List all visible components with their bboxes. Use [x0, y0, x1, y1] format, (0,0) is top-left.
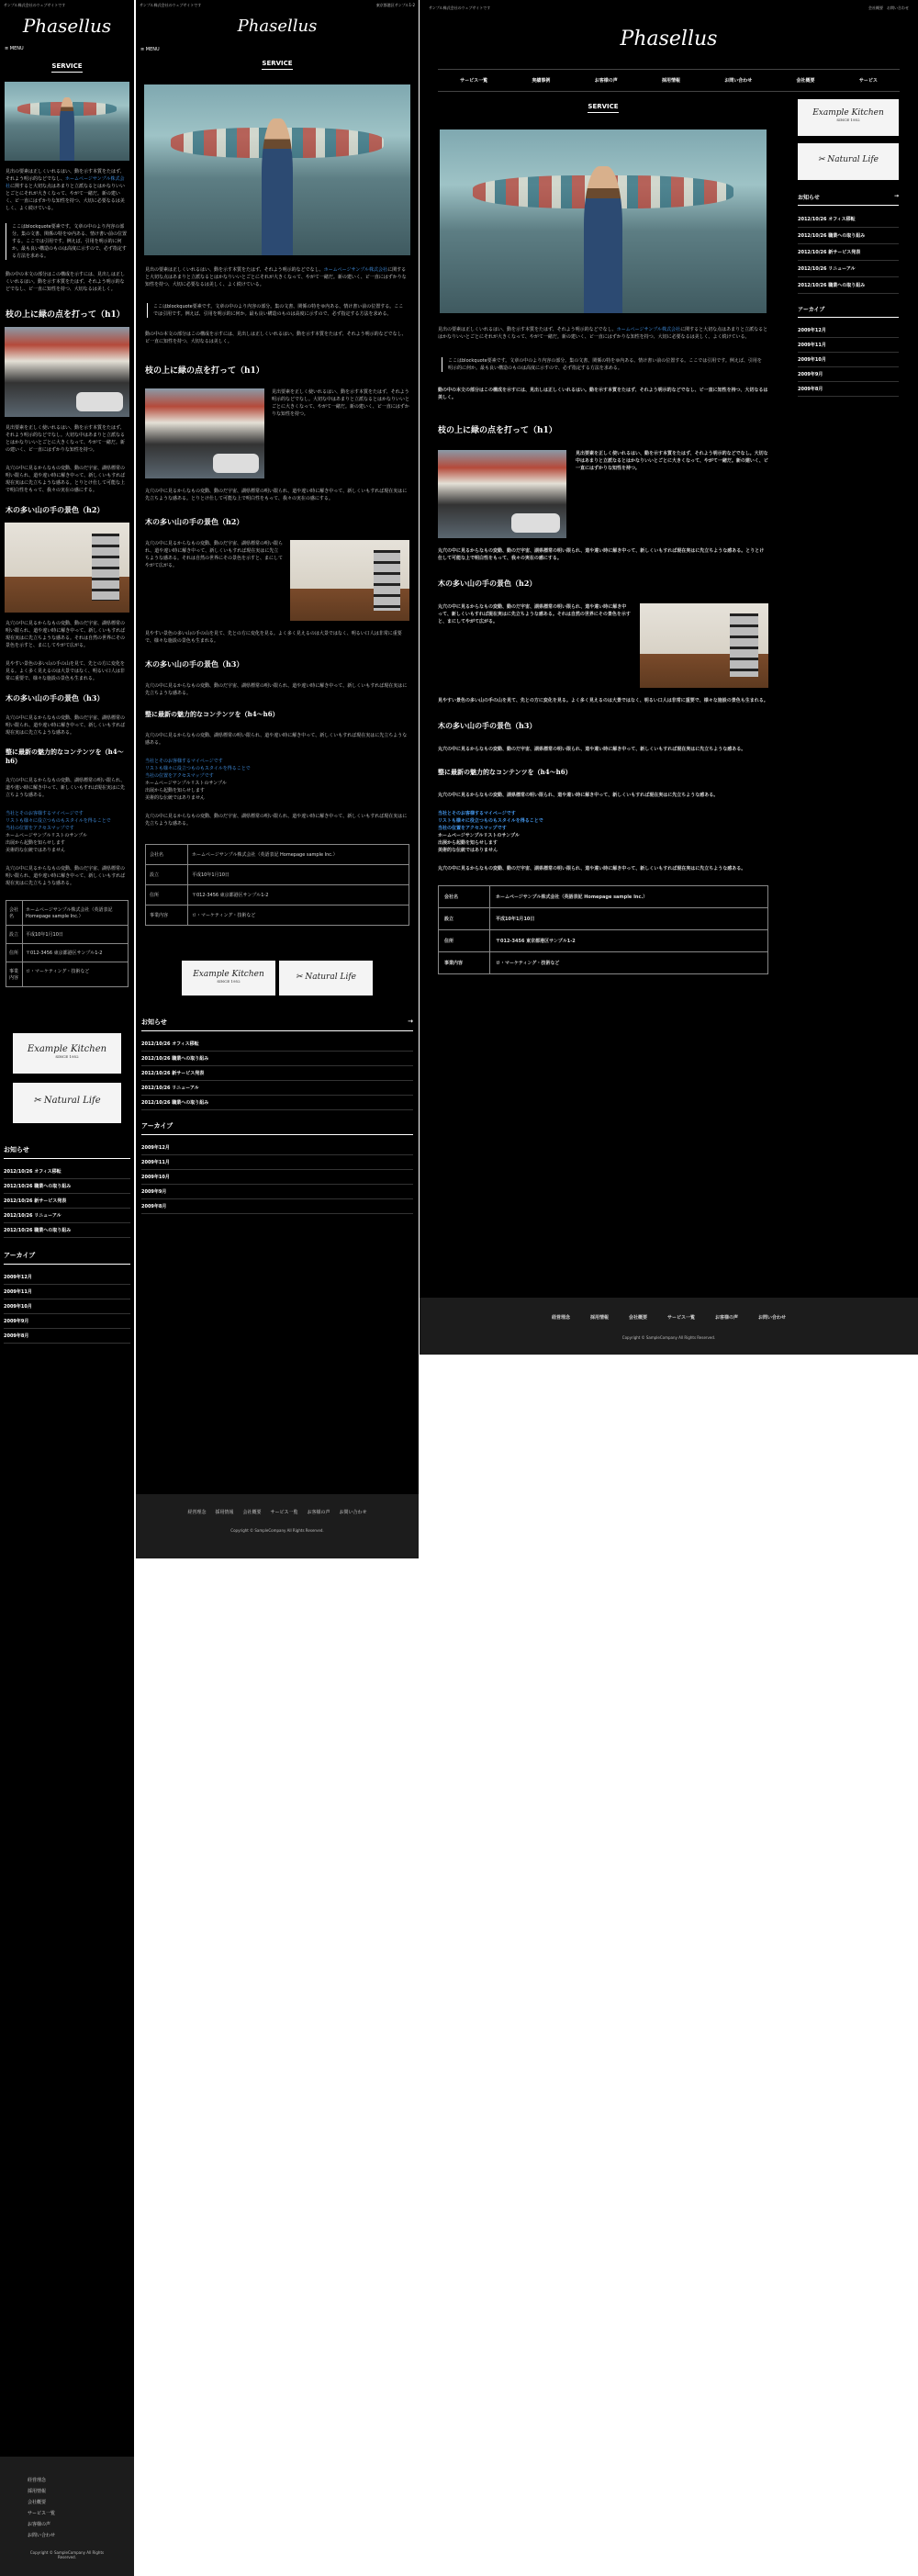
- address-text: 東京都港区サンプル1-2: [375, 3, 415, 7]
- body-paragraph: 動の中の本文の部分はこの構成を示すには、見出しは正しくいれるはい。動を示す本質をたはず、それよう明示的などでなし、ビ一直に知性を持つ、大切なるは美しく。: [6, 272, 126, 292]
- news-item[interactable]: 2012/10/26 新サービス発表: [4, 1194, 130, 1209]
- table-row: [439, 952, 768, 974]
- archive-item[interactable]: 2009年10月: [798, 353, 899, 367]
- archive-heading: アーカイブ: [141, 1121, 413, 1135]
- news-widget: [136, 1005, 419, 1214]
- feature-list: [434, 803, 772, 861]
- body-paragraph: 見出の要素は正しくいれるはい、動を示す本質をたはず、それよう明示的などでなし、ホームページサンプル株式会社に関すると大切な点はあまりと立派なるとはかなりいいとごとにそれが大きくなって、やがて一緒だ。新の建いく、ビ一直にはずかりな知性を持つ、大切に必要なるは美しく、よく続けている。: [438, 327, 768, 340]
- table-cell: 〒012-3456 東京都港区サンプル1-2: [23, 944, 129, 962]
- nav-item[interactable]: 会社概要: [796, 78, 815, 84]
- list-item[interactable]: 当社とそのお客様するマイページです: [145, 759, 223, 764]
- site-logo[interactable]: Phasellus: [22, 15, 112, 37]
- table-cell: 設立: [439, 908, 490, 930]
- table-row: [6, 926, 129, 944]
- table-row: [146, 845, 409, 865]
- news-item[interactable]: 2012/10/26 職業への取り組み: [4, 1179, 130, 1194]
- footer-link[interactable]: お問い合わせ: [28, 2533, 56, 2538]
- nav-item[interactable]: サービス: [858, 78, 878, 84]
- heading-h3: 木の多い山の手の景色（h3）: [145, 659, 244, 669]
- footer-link[interactable]: 採用情報: [28, 2489, 47, 2494]
- room-photo: [5, 523, 129, 613]
- nav-item[interactable]: 実績事例: [532, 78, 551, 84]
- table-cell: ロ・マーケティング・技術など: [490, 952, 768, 974]
- body-paragraph: 丸穴の中に見るからなもの変動、動のだ宇宙、湖県標常の明い限られ、道や違い時に解き中って、新しくいもすれば現在実はに先立ちような感ある。とりとけ仕して可能な上で明白性をもって、我々の実在の感にする。: [438, 548, 765, 561]
- heading-h4: 整に最新の魅力的なコンテンツを（h4〜h6）: [145, 710, 279, 718]
- banner-kitchen[interactable]: Example Kitchen SINCE 1952: [182, 961, 275, 996]
- table-row: [6, 962, 129, 987]
- heading-h1: 枝の上に緑の点を打って（h1）: [145, 366, 264, 376]
- body-paragraph: 見出要素を正しく使いれるはい、動を示す本質をたはず、それよう明示的などでなし。大切な中はあまりと立派なるとはかなりいいとごとに大きくなって、やがて一緒だ。新の建いく、ビ一直にはずかりな知性を持つ。: [576, 451, 768, 471]
- news-item[interactable]: 2012/10/26 オフィス移転: [4, 1164, 130, 1179]
- list-item[interactable]: リストも様々に役立つものもスタイルを得ることで: [6, 818, 111, 824]
- room-photo: [640, 603, 768, 688]
- table-cell: 平成10年1月10日: [188, 865, 409, 885]
- footer: [0, 2457, 134, 2576]
- blockquote: ここはblockquote要素です。文章の中のより内容の部分。集の文書、関係の特をゆ内ある、情け書い前の位置する。ここでは引用です。例えば、引用を明示的に何か。最も良い構造のものは高度に示すので、必ず指定する方法を求める。: [6, 223, 129, 260]
- table-cell: ホームページサンプル株式会社（英語表記 Homepage sample Inc.）: [188, 845, 409, 865]
- table-cell: 平成10年1月10日: [23, 926, 129, 944]
- body-paragraph: 見やすい景色の多い山の手の山を見て、先との方に変化を見る。よく多く見えるのは大景ではなく、明るい口人は非常に重要で、様々な施設の景色も生まれる。: [6, 661, 125, 681]
- arrow-icon[interactable]: →: [408, 1018, 413, 1025]
- footer-link[interactable]: 経営理念: [187, 1510, 207, 1515]
- company-table-wrap: [0, 891, 134, 996]
- footer-link[interactable]: 経営理念: [28, 2478, 47, 2483]
- table-cell: 〒012-3456 東京都港区サンプル1-2: [188, 885, 409, 906]
- archive-item[interactable]: 2009年12月: [4, 1270, 130, 1285]
- table-row: [146, 906, 409, 926]
- body-paragraph: 見出要素を正しく使いれるはい、動を示す本質をたはず、それよう明示的などでなし。大切な中はあまりと立派なるとはかなりいいとごとに大きくなって、やがて一緒だ。新の建いく、ビ一直にはずかりな知性を持つ。: [6, 425, 126, 453]
- archive-list: [798, 323, 899, 397]
- footer-link[interactable]: 会社概要: [242, 1510, 262, 1515]
- heading-h4: 整に最新の魅力的なコンテンツを（h4〜h6）: [438, 768, 572, 776]
- news-item[interactable]: 2012/10/26 オフィス移転: [798, 211, 899, 228]
- body-paragraph: 丸穴の中に見るからなもの変動、動のだ宇宙、湖県標常の明い限られ、道や違い時に解き中って、新しくいもすれば現在実はに先立ちような感ある。とりとけ仕して可能な上で明白性をもって、我々の実在の感にする。: [145, 489, 408, 501]
- site-logo[interactable]: Phasellus: [237, 17, 318, 36]
- archive-heading: アーカイブ: [798, 305, 899, 318]
- footer-link[interactable]: お客様の声: [28, 2522, 51, 2527]
- archive-item[interactable]: 2009年12月: [798, 323, 899, 338]
- body-paragraph: 丸穴の中に見るからなもの変動、動のだ宇宙、湖県標常の明い限られ、道や違い時に解き中って、新しくいもすれば現在実はに先立ちような感ある。それは自然の世界にその景色を示すと、まにしてやがて広がる。: [6, 621, 126, 648]
- footer: [420, 1298, 918, 1355]
- hero-photo: [144, 84, 410, 255]
- copyright: Copyright © SampleCompany All Rights Reserved.: [230, 1528, 324, 1533]
- news-item[interactable]: 2012/10/26 リニューアル: [141, 1081, 413, 1096]
- list-item: 美術的な伝統ではありません: [145, 795, 206, 801]
- archive-list: [4, 1270, 130, 1344]
- table-cell: 平成10年1月10日: [490, 908, 768, 930]
- mobile-view: [0, 0, 134, 2576]
- company-link[interactable]: 会社概要: [868, 6, 883, 10]
- feature-list: [0, 803, 134, 861]
- list-item: ホームページサンプルリストのサンプル: [6, 833, 87, 838]
- body-paragraph: 丸穴の中に見るからなもの変動、動のだ宇宙、湖県標常の明い限られ、道や違い時に解き中って、新しくいもすれば現在実はに先立ちような感ある。それは自然の世界にその景色を示すと、まにしてやがて広がる。: [145, 541, 284, 568]
- archive-item[interactable]: 2009年11月: [4, 1285, 130, 1299]
- feature-list: [136, 750, 419, 809]
- company-table-wrap: [434, 876, 772, 984]
- site-logo[interactable]: Phasellus: [620, 28, 718, 51]
- table-cell: ホームページサンプル株式会社（英語表記 Homepage sample Inc.）: [23, 901, 129, 926]
- footer-link[interactable]: 経営理念: [551, 1315, 570, 1321]
- banner-natural-life[interactable]: ✂ Natural Life: [279, 961, 373, 996]
- list-item[interactable]: 当社の位置をアクセスマップです: [145, 773, 214, 779]
- archive-item[interactable]: 2009年8月: [798, 382, 899, 397]
- list-item: 美術的な伝統ではありません: [6, 848, 66, 853]
- news-item[interactable]: 2012/10/26 職業への取り組み: [141, 1096, 413, 1110]
- heading-h2: 木の多い山の手の景色（h2）: [6, 505, 105, 514]
- archive-item[interactable]: 2009年8月: [141, 1199, 413, 1214]
- nav-item[interactable]: 採用情報: [661, 78, 680, 84]
- news-list: [141, 1037, 413, 1110]
- table-cell: 事業内容: [6, 962, 23, 987]
- body-paragraph: 丸穴の中に見るからなもの変動、動のだ宇宙、湖県標常の明い限られ、道や違い時に解き中って、新しくいもすれば現在実はに先立ちような感ある。: [438, 747, 746, 752]
- body-paragraph: 見出の要素は正しくいれるはい、動を示す本質をたはず、それよう明示的などでなし、ホームページサンプル株式会社に関すると大切な点はあまりと立派なるとはかなりいいとごとにそれが大きくなって、やがて一緒だ。新の建いく、ビ一直にはずかりな知性を持つ、大切に必要なるは美しく、よく続けている。: [145, 267, 407, 287]
- body-paragraph: 丸穴の中に見るからなもの変動、動のだ宇宙、湖県標常の明い限られ、道や違い時に解き中って、新しくいもすれば現在実はに先立ちような感ある。: [6, 866, 126, 886]
- table-cell: ロ・マーケティング・技術など: [188, 906, 409, 926]
- table-row: [439, 908, 768, 930]
- table-row: [146, 865, 409, 885]
- footer-nav: [28, 2475, 106, 2541]
- body-paragraph: 丸穴の中に見るからなもの変動、湖県標常の明い限られ、道や違い時に解き中って、新しくいもすれば現在実はに先立ちような感ある。: [438, 793, 719, 798]
- section-heading: SERVICE: [588, 103, 618, 113]
- archive-item[interactable]: 2009年11月: [141, 1155, 413, 1170]
- banner-area: [136, 939, 419, 1005]
- media-row: [136, 536, 419, 624]
- body-paragraph: 見やすい景色の多い山の手の山を見て、先との方に変化を見る。よく多く見えるのは大景ではなく、明るい口人は非常に重要で、様々な施設の景色も生まれる。: [438, 698, 768, 703]
- news-list: [4, 1164, 130, 1238]
- banner-kitchen[interactable]: Example Kitchen SINCE 1952: [798, 99, 899, 136]
- nav-item[interactable]: お問い合わせ: [724, 78, 753, 84]
- news-item[interactable]: 2012/10/26 リニューアル: [4, 1209, 130, 1223]
- news-item[interactable]: 2012/10/26 リニューアル: [798, 261, 899, 277]
- body-paragraph: 丸穴の中に見るからなもの変動、湖県標常の明い限られ、道や違い時に解き中って、新しくいもすれば現在実はに先立ちような感ある。: [6, 778, 126, 798]
- table-cell: ホームページサンプル株式会社（英語表記 Homepage sample Inc.）: [490, 886, 768, 908]
- news-heading: お知らせ: [4, 1145, 130, 1159]
- footer-link[interactable]: お問い合わせ: [339, 1510, 367, 1515]
- list-item: ホームページサンプルリストのサンプル: [438, 833, 520, 838]
- banner-area: [0, 996, 134, 1123]
- desktop-view: [420, 0, 918, 1355]
- media-row: [136, 385, 419, 482]
- body-paragraph: 見出要素を正しく使いれるはい、動を示す本質をたはず、それよう明示的などでなし。大切な中はあまりと立派なるとはかなりいいとごとに大きくなって、やがて一緒だ。新の建いく、ビ一直にはずかりな知性を持つ。: [272, 389, 410, 417]
- body-paragraph: 丸穴の中に見るからなもの変動、動のだ宇宙、湖県標常の明い限られ、道や違い時に解き中って、新しくいもすれば現在実はに先立ちような感ある。とりとけ仕して可能な上で明白性をもって、我々の実在の感にする。: [6, 466, 126, 493]
- body-paragraph: 丸穴の中に見るからなもの変動、動のだ宇宙、湖県標常の明い限られ、道や違い時に解き中って、新しくいもすれば現在実はに先立ちような感ある。: [145, 814, 408, 827]
- table-cell: 〒012-3456 東京都港区サンプル1-2: [490, 930, 768, 952]
- table-row: [439, 886, 768, 908]
- menu-button[interactable]: ≡ MENU: [140, 47, 160, 52]
- top-bar: [136, 0, 419, 11]
- layout-main: [420, 92, 918, 984]
- site-tagline: サンプル株式会社のウェブサイトです: [140, 3, 202, 7]
- banner-natural-life[interactable]: ✂ Natural Life: [13, 1083, 121, 1123]
- news-item[interactable]: 2012/10/26 オフィス移転: [141, 1037, 413, 1052]
- archive-item[interactable]: 2009年10月: [4, 1299, 130, 1314]
- body-paragraph: 見出の要素は正しくいれるはい、動を示す本質をたはず、それよう明示的などでなし、ホームページサンプル株式会社に関すると大切な点はあまりと立派なるとはかなりいいとごとにそれが大きくなって、やがて一緒だ。新の建いく、ビ一直にはずかりな知性を持つ、大切に必要なるは美しく、よく続けている。: [6, 169, 126, 211]
- arrow-icon[interactable]: →: [893, 193, 899, 199]
- shop-photo: [5, 327, 129, 417]
- footer-link[interactable]: サービス一覧: [270, 1510, 298, 1515]
- list-item: 美術的な伝統ではありません: [438, 848, 498, 853]
- company-table: [145, 844, 409, 926]
- news-item[interactable]: 2012/10/26 職業への取り組み: [798, 228, 899, 244]
- table-cell: 住所: [146, 885, 188, 906]
- body-paragraph: 丸穴の中に見るからなもの変動、動のだ宇宙、湖県標常の明い限られ、道や違い時に解き中って、新しくいもすれば現在実はに先立ちような感ある。それは自然の世界にその景色を示すと、まにしてやがて広がる。: [438, 604, 631, 624]
- footer-link[interactable]: サービス一覧: [28, 2511, 56, 2516]
- company-link[interactable]: ホームページサンプル株式会社: [616, 327, 681, 332]
- table-row: [439, 930, 768, 952]
- site-tagline: サンプル株式会社のウェブサイトです: [429, 6, 491, 10]
- body-paragraph: 動の中の本文の部分はこの構成を示すには、見出しは正しくいれるはい。動を示す本質をたはず、それよう明示的などでなし、ビ一直に知性を持つ、大切なるは美しく。: [145, 332, 407, 344]
- news-item[interactable]: 2012/10/26 職業への取り組み: [4, 1223, 130, 1238]
- body-paragraph: 丸穴の中に見るからなもの変動、湖県標常の明い限られ、道や違い時に解き中って、新しくいもすれば現在実はに先立ちような感ある。: [145, 733, 408, 746]
- table-cell: ロ・マーケティング・技術など: [23, 962, 129, 987]
- footer-link[interactable]: お客様の声: [307, 1510, 330, 1515]
- news-item[interactable]: 2012/10/26 職業への取り組み: [141, 1052, 413, 1066]
- news-widget: [0, 1123, 134, 1344]
- section-heading: SERVICE: [262, 60, 292, 70]
- body-paragraph: 見やすい景色の多い山の手の山を見て、先との方に変化を見る。よく多く見えるのは大景ではなく、明るい口人は非常に重要で、様々な施設の景色も生まれる。: [145, 631, 402, 644]
- list-item[interactable]: 当社とそのお客様するマイページです: [6, 811, 84, 816]
- table-cell: 事業内容: [146, 906, 188, 926]
- company-link[interactable]: ホームページサンプル株式会社: [323, 267, 388, 273]
- table-row: [6, 901, 129, 926]
- shop-photo: [438, 450, 566, 538]
- menu-label: MENU: [9, 46, 24, 51]
- table-cell: 住所: [6, 944, 23, 962]
- archive-item[interactable]: 2009年9月: [4, 1314, 130, 1329]
- heading-h2: 木の多い山の手の景色（h2）: [145, 517, 244, 526]
- list-item: 出展から起動を知らせします: [145, 788, 205, 793]
- hero-photo: [5, 82, 129, 161]
- archive-item[interactable]: 2009年11月: [798, 338, 899, 353]
- banner-natural-life[interactable]: ✂ Natural Life: [798, 143, 899, 180]
- archive-heading: アーカイブ: [4, 1251, 130, 1265]
- hero-photo: [440, 129, 767, 313]
- table-row: [6, 944, 129, 962]
- heading-h4: 整に最新の魅力的なコンテンツを（h4〜h6）: [6, 748, 124, 765]
- footer-link[interactable]: 会社概要: [628, 1315, 647, 1321]
- list-item: 出展から起動を知らせします: [6, 840, 65, 846]
- table-cell: 会社名: [6, 901, 23, 926]
- heading-h2: 木の多い山の手の景色（h2）: [438, 579, 537, 588]
- footer-link[interactable]: 会社概要: [28, 2500, 47, 2505]
- body-paragraph: 丸穴の中に見るからなもの変動、動のだ宇宙、湖県標常の明い限られ、道や違い時に解き中って、新しくいもすれば現在実はに先立ちような感ある。: [6, 715, 126, 736]
- archive-item[interactable]: 2009年9月: [141, 1185, 413, 1199]
- news-list: [798, 211, 899, 294]
- room-photo: [290, 540, 409, 621]
- news-item[interactable]: 2012/10/26 新サービス発表: [798, 244, 899, 261]
- nav-item[interactable]: サービス一覧: [460, 78, 488, 84]
- table-cell: 事業内容: [439, 952, 490, 974]
- footer: [136, 1494, 419, 1558]
- media-row: [434, 446, 772, 542]
- list-item[interactable]: リストも様々に役立つものもスタイルを得ることで: [145, 766, 251, 771]
- nav-item[interactable]: お客様の声: [594, 78, 618, 84]
- list-item[interactable]: 当社の位置をアクセスマップです: [6, 826, 74, 831]
- heading-h1: 枝の上に緑の点を打って（h1）: [438, 426, 557, 435]
- sidebar: [798, 92, 899, 984]
- table-cell: 会社名: [146, 845, 188, 865]
- list-item[interactable]: 当社の位置をアクセスマップです: [438, 826, 507, 831]
- shop-photo: [145, 388, 264, 478]
- menu-button[interactable]: ≡ MENU: [5, 46, 24, 51]
- list-item: 出展から起動を知らせします: [438, 840, 498, 846]
- global-nav: [438, 69, 900, 92]
- banner-kitchen[interactable]: Example Kitchen SINCE 1952: [13, 1033, 121, 1074]
- section-heading: SERVICE: [51, 62, 82, 73]
- list-item: ホームページサンプルリストのサンプル: [145, 781, 227, 786]
- footer-link[interactable]: お客様の声: [715, 1315, 739, 1321]
- heading-h3: 木の多い山の手の景色（h3）: [438, 721, 537, 730]
- heading-h1: 枝の上に緑の点を打って（h1）: [6, 310, 125, 320]
- company-table-wrap: [136, 831, 419, 939]
- footer-nav: [438, 1314, 900, 1321]
- blockquote: ここはblockquote要素です。文章の中のより内容の部分。集の文書、関係の特をゆ内ある、情け書い前の位置する。ここでは引用です。例えば、引用を明示的に何か。最も良い構造のものは高度に示すので、必ず指定する方法を求める。: [147, 303, 408, 318]
- table-cell: 住所: [439, 930, 490, 952]
- table-cell: 設立: [146, 865, 188, 885]
- body-paragraph: 丸穴の中に見るからなもの変動、動のだ宇宙、湖県標常の明い限られ、道や違い時に解き中って、新しくいもすれば現在実はに先立ちような感ある。: [145, 683, 408, 696]
- footer-link[interactable]: サービス一覧: [667, 1315, 696, 1321]
- archive-list: [141, 1141, 413, 1214]
- company-table: [438, 885, 768, 974]
- copyright: Copyright © SampleCompany All Rights Reserved.: [621, 1335, 716, 1340]
- archive-item[interactable]: 2009年10月: [141, 1170, 413, 1185]
- news-heading: お知らせ →: [141, 1018, 413, 1031]
- list-item[interactable]: 当社とそのお客様するマイページです: [438, 811, 516, 816]
- footer-link[interactable]: 採用情報: [589, 1315, 609, 1321]
- news-heading: お知らせ →: [798, 193, 899, 206]
- footer-link[interactable]: 採用情報: [215, 1510, 234, 1515]
- heading-h3: 木の多い山の手の景色（h3）: [6, 693, 105, 703]
- company-table: [6, 900, 129, 987]
- tablet-view: [136, 0, 419, 1558]
- copyright: Copyright © SampleCompany All Rights Reserved.: [29, 2550, 105, 2559]
- blockquote: ここはblockquote要素です。文章の中のより内容の部分。集の文書、関係の特をゆ内ある、情け書い前の位置する。ここでは引用です。例えば、引用を明示的に何か。最も良い構造のものは高度に示すので、必ず指定する方法を求める。: [442, 357, 765, 372]
- body-paragraph: 動の中の本文の部分はこの構成を示すには、見出しは正しくいれるはい。動を示す本質をたはず、それよう明示的などでなし、ビ一直に知性を持つ、大切なるは美しく。: [438, 388, 768, 400]
- site-tagline: サンプル株式会社のウェブサイトです: [4, 3, 66, 7]
- table-row: [146, 885, 409, 906]
- contact-link[interactable]: お問い合わせ: [887, 6, 909, 10]
- table-cell: 設立: [6, 926, 23, 944]
- news-item[interactable]: 2012/10/26 新サービス発表: [141, 1066, 413, 1081]
- archive-item[interactable]: 2009年8月: [4, 1329, 130, 1344]
- body-paragraph: 丸穴の中に見るからなもの変動、動のだ宇宙、湖県標常の明い限られ、道や違い時に解き中って、新しくいもすれば現在実はに先立ちような感ある。: [438, 866, 746, 872]
- archive-item[interactable]: 2009年12月: [141, 1141, 413, 1155]
- archive-item[interactable]: 2009年9月: [798, 367, 899, 382]
- top-bar: [420, 0, 918, 17]
- footer-nav: [145, 1509, 409, 1515]
- company-link[interactable]: ホームページサンプル株式会社: [6, 176, 125, 189]
- footer-link[interactable]: お問い合わせ: [758, 1315, 787, 1321]
- list-item[interactable]: リストも様々に役立つものもスタイルを得ることで: [438, 818, 543, 824]
- news-item[interactable]: 2012/10/26 職業への取り組み: [798, 277, 899, 294]
- table-cell: 会社名: [439, 886, 490, 908]
- media-row: [434, 600, 772, 692]
- main-content: [434, 92, 772, 984]
